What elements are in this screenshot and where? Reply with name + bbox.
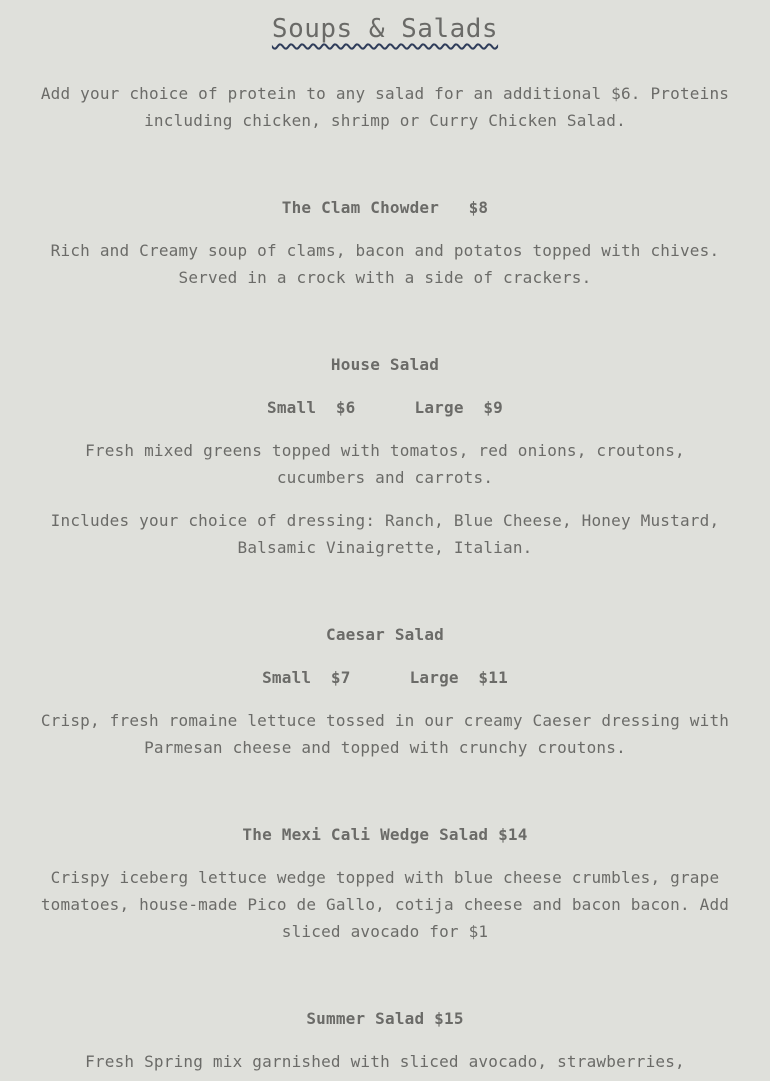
item-dressing-house-salad: Includes your choice of dressing: Ranch, Blue Cheese, Honey Mustard, Balsamic Vinaigrette, Italian. [50, 511, 720, 557]
item-description-house-salad: Fresh mixed greens topped with tomatos, red onions, croutons, cucumbers and carrots. [85, 441, 685, 487]
item-sizes-caesar-salad: Small $7 Large $11 [262, 668, 508, 687]
intro-text: Add your choice of protein to any salad for an additional $6. Proteins including chicken, shrimp or Curry Chicken Salad. [40, 84, 730, 130]
item-description-summer-salad: Fresh Spring mix garnished with sliced avocado, strawberries, [85, 1052, 685, 1071]
item-heading-house-salad: House Salad [330, 355, 440, 374]
item-heading-clam-chowder: The Clam Chowder $8 [281, 198, 489, 217]
item-sizes-house-salad: Small $6 Large $9 [267, 398, 503, 417]
page-title: Soups & Salads [271, 14, 499, 44]
item-heading-wedge-salad: The Mexi Cali Wedge Salad $14 [242, 825, 528, 844]
item-description-caesar-salad: Crisp, fresh romaine lettuce tossed in our creamy Caeser dressing with Parmesan cheese and topped with crunchy croutons. [40, 711, 730, 757]
item-heading-summer-salad: Summer Salad $15 [306, 1009, 464, 1028]
item-description-wedge-salad: Crispy iceberg lettuce wedge topped with blue cheese crumbles, grape tomatoes, house-made Pico de Gallo, cotija cheese and bacon bacon. Add sliced avocado for $1 [40, 868, 730, 941]
item-description-clam-chowder: Rich and Creamy soup of clams, bacon and potatos topped with chives. Served in a crock with a side of crackers. [50, 241, 720, 287]
item-heading-caesar-salad: Caesar Salad [326, 625, 444, 644]
